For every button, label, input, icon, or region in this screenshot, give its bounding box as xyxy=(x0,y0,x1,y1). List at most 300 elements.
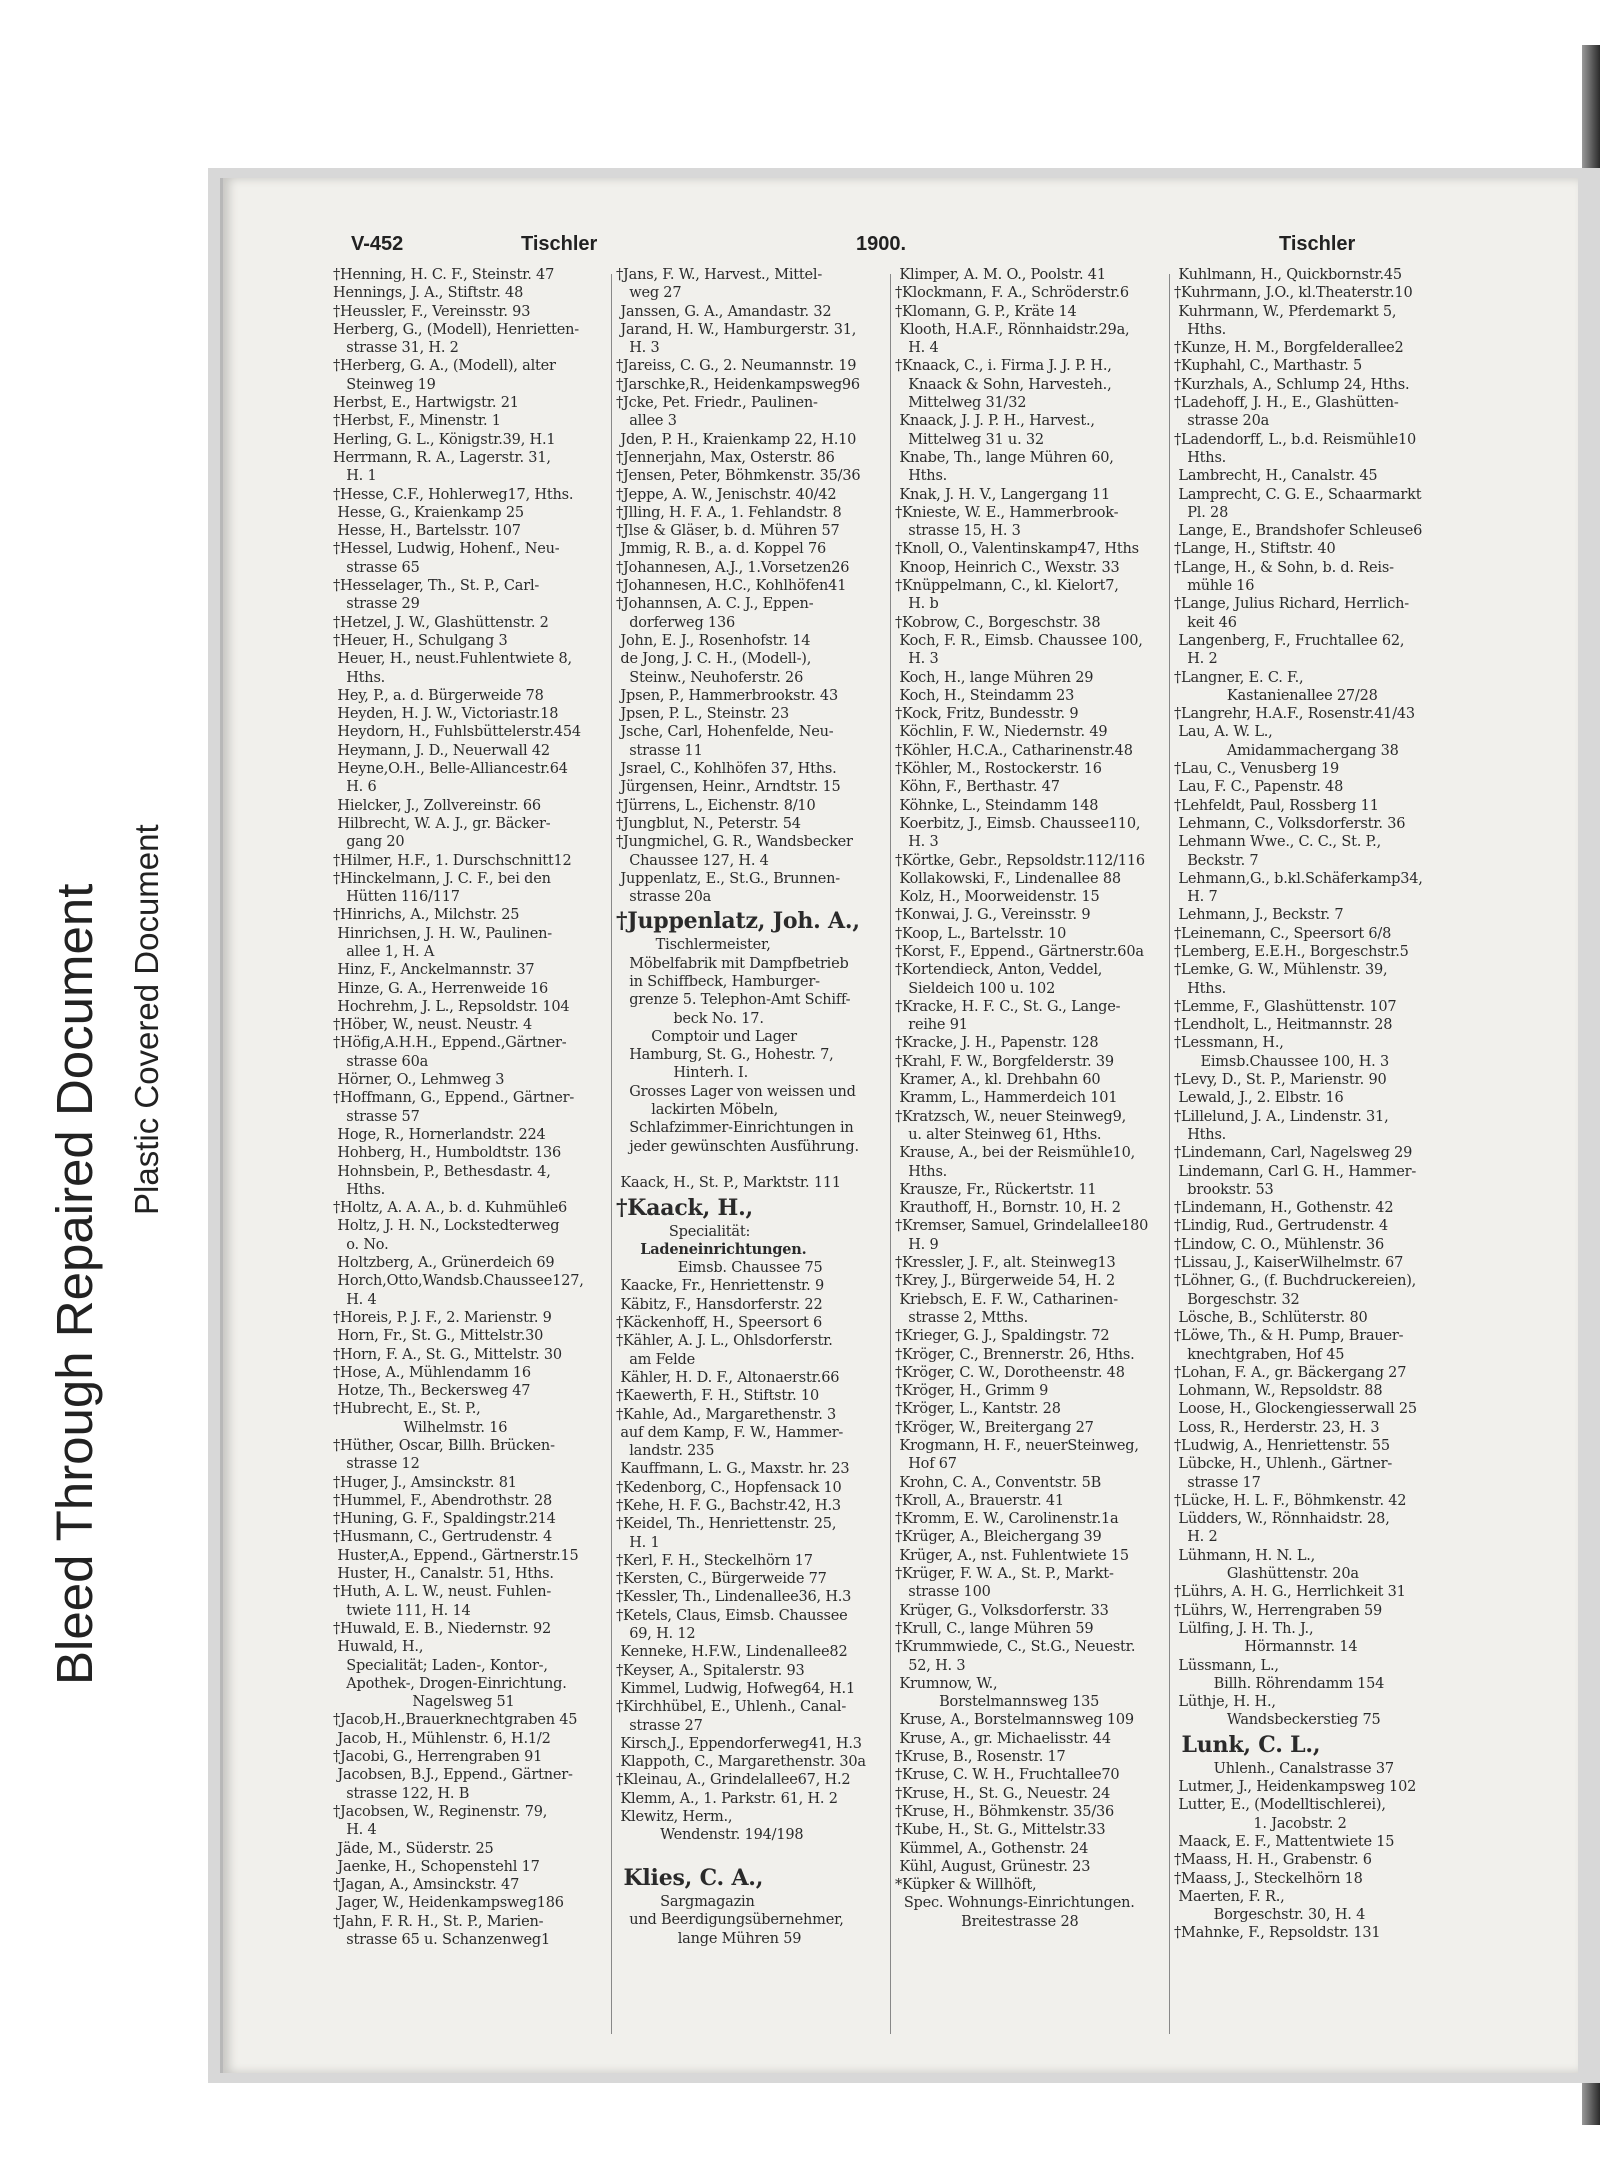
directory-entry: Nagelsweg 51 xyxy=(333,1694,515,1711)
directory-entry: Klimper, A. M. O., Poolstr. 41 xyxy=(895,267,1106,283)
directory-entry: †Hüther, Oscar, Billh. Brücken- xyxy=(333,1438,555,1454)
side-label-plastic-covered: Plastic Covered Document xyxy=(128,824,165,1215)
directory-entry: †Kaewerth, F. H., Stiftstr. 10 xyxy=(616,1388,819,1405)
directory-entry: strasse 17 xyxy=(1174,1474,1261,1491)
directory-entry: Steinweg 19 xyxy=(333,376,436,393)
directory-entry: jeder gewünschten Ausführung. xyxy=(616,1138,859,1155)
directory-entry: †Jürrens, L., Eichenstr. 8/10 xyxy=(616,797,816,814)
directory-entry: †Jlse & Gläser, b. d. Mühren 57 xyxy=(616,523,840,540)
directory-entry: †Kedenborg, C., Hopfensack 10 xyxy=(616,1479,842,1496)
directory-entry: †Kromm, E. W., Carolinenstr.1a xyxy=(895,1511,1119,1528)
directory-entry: Koch, H., Steindamm 23 xyxy=(895,687,1075,704)
directory-entry: H. 7 xyxy=(1174,889,1218,906)
directory-entry: †Hoffmann, G., Eppend., Gärtner- xyxy=(333,1090,575,1107)
directory-entry: †Husmann, C., Gertrudenstr. 4 xyxy=(333,1529,553,1546)
directory-entry xyxy=(616,1156,896,1174)
directory-entry: †Lindig, Rud., Gertrudenstr. 4 xyxy=(1174,1218,1389,1235)
directory-entry: †Lillelund, J. A., Lindenstr. 31, xyxy=(1174,1108,1389,1125)
directory-entry: Eimsb. Chaussee 75 xyxy=(616,1260,823,1277)
directory-entry: dorferweg 136 xyxy=(616,614,736,631)
directory-entry: grenze 5. Telephon-Amt Schiff- xyxy=(616,992,851,1009)
directory-entry: Koch, H., lange Mühren 29 xyxy=(895,669,1094,686)
directory-entry: Lunk, C. L., xyxy=(1174,1731,1321,1758)
directory-entry: keit 46 xyxy=(1174,614,1237,631)
directory-entry: Sieldeich 100 u. 102 xyxy=(895,980,1056,997)
directory-entry: †Klockmann, F. A., Schröderstr.6 xyxy=(895,285,1129,302)
directory-entry: †Maass, H. H., Grabenstr. 6 xyxy=(1174,1852,1372,1869)
directory-entry: Lau, A. W. L., xyxy=(1174,724,1273,741)
directory-entry: †Hilmer, H.F., 1. Durschschnitt12 xyxy=(333,852,572,869)
directory-entry: Eimsb.Chaussee 100, H. 3 xyxy=(1174,1053,1390,1070)
directory-entry: †Käckenhoff, H., Speersort 6 xyxy=(616,1315,823,1332)
directory-entry: †Krahl, F. W., Borgfelderstr. 39 xyxy=(895,1053,1114,1070)
directory-entry: H. 2 xyxy=(1174,651,1218,668)
directory-entry: Hotze, Th., Beckersweg 47 xyxy=(333,1383,531,1400)
directory-entry: Wandsbeckerstieg 75 xyxy=(1174,1712,1381,1729)
directory-entry: Hörner, O., Lehmweg 3 xyxy=(333,1072,505,1089)
directory-entry: Kuhrmann, W., Pferdemarkt 5, xyxy=(1174,303,1397,320)
directory-entry: Lehmann Wwe., C. C., St. P., xyxy=(1174,834,1381,851)
directory-entry: †Lindemann, H., Gothenstr. 42 xyxy=(1174,1200,1394,1217)
directory-entry: †Kruse, B., Rosenstr. 17 xyxy=(895,1749,1066,1766)
directory-entry: Hths. xyxy=(895,1163,948,1180)
directory-entry: †Hose, A., Mühlendamm 16 xyxy=(333,1364,531,1381)
directory-entry: †Herberg, G. A., (Modell), alter xyxy=(333,358,556,375)
directory-entry: H. 4 xyxy=(333,1291,377,1308)
directory-entry: †Hubrecht, E., St. P., xyxy=(333,1401,481,1418)
directory-entry: Hamburg, St. G., Hohestr. 7, xyxy=(616,1047,834,1064)
directory-entry: †Huning, G. F., Spaldingstr.214 xyxy=(333,1511,556,1528)
directory-entry: †Lessmann, H., xyxy=(1174,1035,1284,1052)
directory-entry: und Beerdigungsübernehmer, xyxy=(616,1912,844,1929)
directory-entry: Jacobsen, B.J., Eppend., Gärtner- xyxy=(333,1767,573,1784)
directory-entry: †Kuhrmann, J.O., kl.Theaterstr.10 xyxy=(1174,285,1413,302)
directory-entry: Hths. xyxy=(895,468,948,485)
directory-entry: landstr. 235 xyxy=(616,1443,715,1460)
directory-entry: allee 1, H. A xyxy=(333,943,435,960)
directory-entry: †Maass, J., Steckelhörn 18 xyxy=(1174,1870,1363,1887)
directory-entry: †Levy, D., St. P., Marienstr. 90 xyxy=(1174,1072,1387,1089)
directory-entry: Kolz, H., Moorweidenstr. 15 xyxy=(895,889,1100,906)
directory-entry: Kaack, H., St. P., Marktstr. 111 xyxy=(616,1175,841,1192)
directory-entry: Pl. 28 xyxy=(1174,504,1229,521)
page-header xyxy=(351,233,1548,265)
directory-entry: Jpsen, P., Hammerbrookstr. 43 xyxy=(616,687,838,704)
directory-entry: †Kruse, H., St. G., Neuestr. 24 xyxy=(895,1785,1111,1802)
directory-entry: Loose, H., Glockengiesserwall 25 xyxy=(1174,1401,1417,1418)
directory-entry: †Löwe, Th., & H. Pump, Brauer- xyxy=(1174,1328,1404,1345)
directory-entry: Lutter, E., (Modelltischlerei), xyxy=(1174,1797,1386,1814)
directory-entry: Klemm, A., 1. Parkstr. 61, H. 2 xyxy=(616,1790,838,1807)
directory-page xyxy=(220,178,1578,2073)
directory-entry: †Lange, H., Stiftstr. 40 xyxy=(1174,541,1336,558)
directory-entry: Ladeneinrichtungen. xyxy=(616,1240,807,1258)
directory-entry: †Henning, H. C. F., Steinstr. 47 xyxy=(333,267,555,283)
directory-entry: Billh. Röhrendamm 154 xyxy=(1174,1675,1385,1692)
directory-entry: †Kroll, A., Brauerstr. 41 xyxy=(895,1492,1064,1509)
directory-entry: Breitestrasse 28 xyxy=(895,1913,1079,1930)
directory-entry: Hochrehm, J. L., Repsoldstr. 104 xyxy=(333,998,570,1015)
directory-entry: Lambrecht, H., Canalstr. 45 xyxy=(1174,468,1378,485)
directory-entry: †Korst, F., Eppend., Gärtnerstr.60a xyxy=(895,943,1144,960)
directory-entry: †Juppenlatz, Joh. A., xyxy=(616,908,860,935)
directory-entry: †Krull, C., lange Mühren 59 xyxy=(895,1620,1094,1637)
directory-entry: strasse 12 xyxy=(333,1456,420,1473)
directory-entry: †Lemberg, E.E.H., Borgeschstr.5 xyxy=(1174,943,1409,960)
directory-entry: Kaacke, Fr., Henriettenstr. 9 xyxy=(616,1278,825,1295)
directory-entry: Köchlin, F. W., Niedernstr. 49 xyxy=(895,724,1108,741)
directory-entry: Krogmann, H. F., neuerSteinweg, xyxy=(895,1438,1139,1454)
directory-entry: H. 2 xyxy=(1174,1529,1218,1546)
directory-entry: †Kunze, H. M., Borgfelderallee2 xyxy=(1174,340,1404,357)
directory-entry: Lehmann, J., Beckstr. 7 xyxy=(1174,907,1344,924)
directory-entry: Lülfing, J. H. Th. J., xyxy=(1174,1620,1314,1637)
directory-entry: †Langrehr, H.A.F., Rosenstr.41/43 xyxy=(1174,706,1415,723)
directory-entry: Heuer, H., neust.Fuhlentwiete 8, xyxy=(333,651,572,668)
directory-entry: Chaussee 127, H. 4 xyxy=(616,852,769,869)
directory-entry: Kühl, August, Grünestr. 23 xyxy=(895,1858,1091,1875)
directory-entry: †Herbst, F., Minenstr. 1 xyxy=(333,413,501,430)
directory-entry: †Krüger, F. W. A., St. P., Markt- xyxy=(895,1566,1114,1583)
directory-entry: Knak, J. H. V., Langergang 11 xyxy=(895,486,1110,503)
directory-entry: †Hessel, Ludwig, Hohenf., Neu- xyxy=(333,541,560,558)
directory-column-2 xyxy=(616,266,896,2046)
directory-entry: Kruse, A., gr. Michaelisstr. 44 xyxy=(895,1730,1111,1747)
directory-entry: strasse 20a xyxy=(616,889,712,906)
directory-entry: †Kruse, H., Böhmkenstr. 35/36 xyxy=(895,1803,1115,1820)
directory-entry: †Lange, Julius Richard, Herrlich- xyxy=(1174,596,1409,613)
directory-entry: †Kaack, H., xyxy=(616,1194,753,1221)
directory-entry: Jmmig, R. B., a. d. Koppel 76 xyxy=(616,541,827,558)
directory-entry: †Jungblut, N., Peterstr. 54 xyxy=(616,815,801,832)
directory-entry: †Jungmichel, G. R., Wandsbecker xyxy=(616,834,853,851)
directory-entry: Langenberg, F., Fruchtallee 62, xyxy=(1174,632,1405,649)
directory-entry: Wilhelmstr. 16 xyxy=(333,1419,508,1436)
directory-entry: Lüthje, H. H., xyxy=(1174,1694,1276,1711)
directory-entry: †Krey, J., Bürgerweide 54, H. 2 xyxy=(895,1273,1115,1290)
directory-entry: Hinrichsen, J. H. W., Paulinen- xyxy=(333,925,552,942)
directory-entry: Kriebsch, E. F. W., Catharinen- xyxy=(895,1291,1118,1308)
directory-entry: †Jensen, Peter, Böhmkenstr. 35/36 xyxy=(616,468,861,485)
directory-entry: Hof 67 xyxy=(895,1456,957,1473)
directory-entry: Lüdders, W., Rönnhaidstr. 28, xyxy=(1174,1511,1390,1528)
directory-entry: Heyden, H. J. W., Victoriastr.18 xyxy=(333,706,559,723)
directory-entry: †Lührs, W., Herrengraben 59 xyxy=(1174,1602,1383,1619)
directory-entry: strasse 31, H. 2 xyxy=(333,340,459,357)
directory-entry: H. 4 xyxy=(895,340,939,357)
directory-entry: Hths. xyxy=(1174,449,1227,466)
directory-entry: strasse 20a xyxy=(1174,413,1270,430)
directory-entry: H. 3 xyxy=(895,834,939,851)
directory-entry: John, E. J., Rosenhofstr. 14 xyxy=(616,632,811,649)
directory-entry: Steinw., Neuhoferstr. 26 xyxy=(616,669,804,686)
directory-entry: †Konwai, J. G., Vereinsstr. 9 xyxy=(895,907,1091,924)
directory-entry: twiete 111, H. 14 xyxy=(333,1602,471,1619)
directory-entry: †Kröger, L., Kantstr. 28 xyxy=(895,1401,1061,1418)
directory-entry: Heyne,O.H., Belle-Alliancestr.64 xyxy=(333,761,568,778)
directory-entry: †Lissau, J., KaiserWilhelmstr. 67 xyxy=(1174,1255,1404,1272)
directory-entry: *Küpker & Willhöft, xyxy=(895,1877,1037,1894)
directory-entry: Hesse, G., Kraienkamp 25 xyxy=(333,504,524,521)
directory-entry: †Kersten, C., Bürgerweide 77 xyxy=(616,1571,827,1588)
directory-entry: Herrmann, R. A., Lagerstr. 31, xyxy=(333,449,551,466)
directory-entry: H. 1 xyxy=(333,468,377,485)
directory-entry: †Kleinau, A., Grindelallee67, H.2 xyxy=(616,1772,851,1789)
directory-entry: Jäde, M., Süderstr. 25 xyxy=(333,1840,494,1857)
directory-entry: brookstr. 53 xyxy=(1174,1181,1274,1198)
directory-entry: †Horeis, P. J. F., 2. Marienstr. 9 xyxy=(333,1309,552,1326)
directory-entry: gang 20 xyxy=(333,834,405,851)
directory-entry: †Jlling, H. F. A., 1. Fehlandstr. 8 xyxy=(616,504,842,521)
directory-entry: Kollakowski, F., Lindenallee 88 xyxy=(895,870,1121,887)
directory-entry: Hths. xyxy=(1174,980,1227,997)
directory-entry: Beckstr. 7 xyxy=(1174,852,1259,869)
directory-entry: †Köhler, M., Rostockerstr. 16 xyxy=(895,761,1102,778)
directory-column-1 xyxy=(333,266,613,2046)
directory-entry: Käbitz, F., Hansdorferstr. 22 xyxy=(616,1296,823,1313)
directory-entry: †Lohan, F. A., gr. Bäckergang 27 xyxy=(1174,1364,1407,1381)
directory-entry: Holtz, J. H. N., Lockstedterweg xyxy=(333,1218,560,1235)
directory-entry: Herbst, E., Hartwigstr. 21 xyxy=(333,395,519,412)
directory-entry: Huwald, H., xyxy=(333,1639,424,1656)
directory-entry: †Jeppe, A. W., Jenischstr. 40/42 xyxy=(616,486,837,503)
directory-entry: allee 3 xyxy=(616,413,677,430)
directory-entry: †Mahnke, F., Repsoldstr. 131 xyxy=(1174,1925,1381,1942)
directory-entry: Klappoth, C., Margarethenstr. 30a xyxy=(616,1754,866,1771)
directory-entry: Hütten 116/117 xyxy=(333,889,460,906)
directory-entry: Maack, E. F., Mattentwiete 15 xyxy=(1174,1833,1395,1850)
directory-entry: Loss, R., Herderstr. 23, H. 3 xyxy=(1174,1419,1380,1436)
header-year: 1900. xyxy=(856,233,907,255)
directory-entry: Hey, P., a. d. Bürgerweide 78 xyxy=(333,687,544,704)
page-number: V-452 xyxy=(351,233,404,255)
directory-entry: Krohn, C. A., Conventstr. 5B xyxy=(895,1474,1102,1491)
directory-entry: Lewald, J., 2. Elbstr. 16 xyxy=(1174,1090,1344,1107)
directory-entry: Sargmagazin xyxy=(616,1893,755,1910)
directory-entry: †Kröger, C., Brennerstr. 26, Hths. xyxy=(895,1346,1135,1363)
directory-entry: †Löhner, G., (f. Buchdruckereien), xyxy=(1174,1273,1417,1290)
directory-entry: Koch, F. R., Eimsb. Chaussee 100, xyxy=(895,632,1143,649)
directory-entry: Holtzberg, A., Grünerdeich 69 xyxy=(333,1255,555,1272)
directory-entry: Kramer, A., kl. Drehbahn 60 xyxy=(895,1072,1101,1089)
directory-entry: †Knüppelmann, C., kl. Kielort7, xyxy=(895,578,1119,595)
directory-entry: †Kratzsch, W., neuer Steinweg9, xyxy=(895,1108,1127,1125)
directory-entry: Grosses Lager von weissen und xyxy=(616,1083,856,1100)
directory-entry: †Heussler, F., Vereinsstr. 93 xyxy=(333,303,531,320)
directory-entry: strasse 122, H. B xyxy=(333,1785,470,1802)
directory-entry: u. alter Steinweg 61, Hths. xyxy=(895,1126,1102,1143)
directory-columns xyxy=(333,266,1448,2046)
directory-entry: †Hinckelmann, J. C. F., bei den xyxy=(333,870,551,887)
directory-entry: †Lendholt, L., Heitmannstr. 28 xyxy=(1174,1017,1393,1034)
directory-entry: H. 9 xyxy=(895,1236,939,1253)
directory-entry: †Jans, F. W., Harvest., Mittel- xyxy=(616,267,823,283)
directory-entry: Lindemann, Carl G. H., Hammer- xyxy=(1174,1163,1417,1180)
directory-entry: †Lührs, A. H. G., Herrlichkeit 31 xyxy=(1174,1584,1406,1601)
directory-entry: †Lücke, H. L. F., Böhmkenstr. 42 xyxy=(1174,1492,1407,1509)
directory-entry: †Huger, J., Amsinckstr. 81 xyxy=(333,1474,517,1491)
directory-entry: Köhnke, L., Steindamm 148 xyxy=(895,797,1099,814)
directory-entry: Krumnow, W., xyxy=(895,1675,998,1692)
directory-entry: †Kurzhals, A., Schlump 24, Hths. xyxy=(1174,376,1410,393)
directory-entry: Borstelmannsweg 135 xyxy=(895,1694,1100,1711)
directory-entry: strasse 60a xyxy=(333,1053,429,1070)
directory-entry: †Körtke, Gebr., Repsoldstr.112/116 xyxy=(895,852,1145,869)
directory-entry: Krüger, G., Volksdorferstr. 33 xyxy=(895,1602,1109,1619)
directory-entry: Specialität; Laden-, Kontor-, xyxy=(333,1657,548,1674)
directory-entry: Horn, Fr., St. G., Mittelstr.30 xyxy=(333,1328,544,1345)
directory-entry: Uhlenh., Canalstrasse 37 xyxy=(1174,1760,1394,1777)
directory-entry: Klies, C. A., xyxy=(616,1864,764,1891)
directory-entry: Krausze, Fr., Rückertstr. 11 xyxy=(895,1181,1097,1198)
directory-entry xyxy=(616,1845,896,1863)
directory-entry: weg 27 xyxy=(616,285,682,302)
directory-entry: Hths. xyxy=(333,1181,386,1198)
directory-entry: Jsrael, C., Kohlhöfen 37, Hths. xyxy=(616,761,837,778)
directory-entry: Kruse, A., Borstelmannsweg 109 xyxy=(895,1712,1134,1729)
directory-entry: strasse 15, H. 3 xyxy=(895,523,1021,540)
directory-entry: †Kahle, Ad., Margarethenstr. 3 xyxy=(616,1406,837,1423)
directory-entry: Jpsen, P. L., Steinstr. 23 xyxy=(616,706,789,723)
directory-entry: Knaack & Sohn, Harvesteh., xyxy=(895,376,1112,393)
directory-entry: Hths. xyxy=(1174,1126,1227,1143)
directory-entry: †Hinrichs, A., Milchstr. 25 xyxy=(333,907,520,924)
directory-entry: †Hetzel, J. W., Glashüttenstr. 2 xyxy=(333,614,549,631)
directory-entry: †Kracke, J. H., Papenstr. 128 xyxy=(895,1035,1099,1052)
directory-entry: †Hesselager, Th., St. P., Carl- xyxy=(333,578,540,595)
directory-entry: Maerten, F. R., xyxy=(1174,1888,1285,1905)
directory-entry: Hohberg, H., Humboldtstr. 136 xyxy=(333,1145,562,1162)
directory-entry: 1. Jacobstr. 2 xyxy=(1174,1815,1347,1832)
directory-entry: †Hummel, F., Abendrothstr. 28 xyxy=(333,1492,553,1509)
directory-entry: †Krummwiede, C., St.G., Neuestr. xyxy=(895,1639,1136,1656)
directory-entry: Köhn, F., Berthastr. 47 xyxy=(895,779,1060,796)
directory-entry: Borgeschstr. 32 xyxy=(1174,1291,1300,1308)
directory-entry: Knaack, J. J. P. H., Harvest., xyxy=(895,413,1095,430)
directory-entry: †Holtz, A. A. A., b. d. Kuhmühle6 xyxy=(333,1200,568,1217)
directory-entry: Krauthoff, H., Bornstr. 10, H. 2 xyxy=(895,1200,1121,1217)
directory-entry: Hesse, H., Bartelsstr. 107 xyxy=(333,523,521,540)
directory-entry: †Johannsen, A. C. J., Eppen- xyxy=(616,596,814,613)
directory-entry: †Lehfeldt, Paul, Rossberg 11 xyxy=(1174,797,1379,814)
directory-entry: Lübcke, H., Uhlenh., Gärtner- xyxy=(1174,1456,1393,1473)
directory-entry: †Kortendieck, Anton, Veddel, xyxy=(895,962,1103,979)
directory-entry: strasse 2, Mtths. xyxy=(895,1309,1029,1326)
directory-entry: †Huwald, E. B., Niedernstr. 92 xyxy=(333,1620,552,1637)
directory-column-3 xyxy=(895,266,1175,2046)
directory-entry: Kähler, H. D. F., Altonaerstr.66 xyxy=(616,1369,840,1386)
column-divider xyxy=(890,274,891,2034)
directory-entry: Borgeschstr. 30, H. 4 xyxy=(1174,1907,1366,1924)
directory-entry: †Höber, W., neust. Neustr. 4 xyxy=(333,1017,533,1034)
directory-entry: Krüger, A., nst. Fuhlentwiete 15 xyxy=(895,1547,1129,1564)
directory-entry: Lühmann, H. N. L., xyxy=(1174,1547,1316,1564)
directory-entry: Comptoir und Lager xyxy=(616,1028,797,1045)
directory-entry: Hths. xyxy=(1174,321,1227,338)
directory-entry: Kimmel, Ludwig, Hofweg64, H.1 xyxy=(616,1680,855,1697)
directory-entry: Mittelweg 31/32 xyxy=(895,395,1027,412)
directory-entry: Specialität: xyxy=(616,1223,751,1240)
directory-entry: Lange, E., Brandshofer Schleuse6 xyxy=(1174,523,1423,540)
directory-entry: Lösche, B., Schlüterstr. 80 xyxy=(1174,1309,1368,1326)
directory-entry: Huster,A., Eppend., Gärtnerstr.15 xyxy=(333,1547,579,1564)
directory-entry: de Jong, J. C. H., (Modell-), xyxy=(616,651,812,668)
directory-column-4 xyxy=(1174,266,1454,2046)
directory-entry: †Ladendorff, L., b.d. Reismühle10 xyxy=(1174,431,1417,448)
directory-entry: †Kobrow, C., Borgeschstr. 38 xyxy=(895,614,1101,631)
directory-entry: H. 4 xyxy=(333,1822,377,1839)
directory-entry: am Felde xyxy=(616,1351,695,1368)
directory-entry: †Jacobi, G., Herrengraben 91 xyxy=(333,1749,543,1766)
directory-entry: knechtgraben, Hof 45 xyxy=(1174,1346,1345,1363)
column-divider xyxy=(1169,274,1170,2034)
directory-entry: reihe 91 xyxy=(895,1017,968,1034)
directory-entry: †Jahn, F. R. H., St. P., Marien- xyxy=(333,1913,544,1930)
directory-entry: †Jcke, Pet. Friedr., Paulinen- xyxy=(616,395,818,412)
directory-entry: †Jarschke,R., Heidenkampsweg96 xyxy=(616,376,860,393)
directory-entry: Lau, F. C., Papenstr. 48 xyxy=(1174,779,1344,796)
directory-entry: strasse 100 xyxy=(895,1584,991,1601)
directory-entry: Herling, G. L., Königstr.39, H.1 xyxy=(333,431,556,448)
directory-entry: †Kähler, A. J. L., Ohlsdorferstr. xyxy=(616,1333,833,1350)
directory-entry: †Ludwig, A., Henriettenstr. 55 xyxy=(1174,1438,1390,1454)
directory-entry: †Johannesen, H.C., Kohlhöfen41 xyxy=(616,578,847,595)
directory-entry: †Kremser, Samuel, Grindelallee180 xyxy=(895,1218,1149,1235)
directory-entry: lange Mühren 59 xyxy=(616,1930,802,1947)
directory-entry: Kirsch,J., Eppendorferweg41, H.3 xyxy=(616,1735,862,1752)
directory-entry: Huster, H., Canalstr. 51, Hths. xyxy=(333,1566,554,1583)
directory-entry: Hennings, J. A., Stiftstr. 48 xyxy=(333,285,524,302)
directory-entry: Schlafzimmer-Einrichtungen in xyxy=(616,1120,854,1137)
directory-entry: Janssen, G. A., Amandastr. 32 xyxy=(616,303,832,320)
directory-entry: Jden, P. H., Kraienkamp 22, H.10 xyxy=(616,431,857,448)
directory-entry: strasse 57 xyxy=(333,1108,420,1125)
directory-entry: †Knoll, O., Valentinskamp47, Hths xyxy=(895,541,1139,558)
directory-entry: †Kuphahl, C., Marthastr. 5 xyxy=(1174,358,1363,375)
directory-entry: †Höfig,A.H.H., Eppend.,Gärtner- xyxy=(333,1035,567,1052)
directory-entry: †Krieger, G. J., Spaldingstr. 72 xyxy=(895,1328,1110,1345)
directory-entry: H. 6 xyxy=(333,779,377,796)
directory-entry: strasse 29 xyxy=(333,596,420,613)
directory-entry: Lohmann, W., Repsoldstr. 88 xyxy=(1174,1383,1383,1400)
directory-entry: †Krüger, A., Bleichergang 39 xyxy=(895,1529,1102,1546)
directory-entry: †Langner, E. C. F., xyxy=(1174,669,1304,686)
directory-entry: †Ladehoff, J. H., E., Glashütten- xyxy=(1174,395,1399,412)
directory-entry: †Horn, F. A., St. G., Mittelstr. 30 xyxy=(333,1346,562,1363)
directory-entry: H. 3 xyxy=(616,340,660,357)
directory-entry: †Lindow, C. O., Mühlenstr. 36 xyxy=(1174,1236,1384,1253)
directory-entry: †Kube, H., St. G., Mittelstr.33 xyxy=(895,1822,1106,1839)
directory-entry: †Kressler, J. F., alt. Steinweg13 xyxy=(895,1255,1116,1272)
directory-entry: Wendenstr. 194/198 xyxy=(616,1827,804,1844)
directory-entry: 69, H. 12 xyxy=(616,1626,696,1643)
directory-entry: Horch,Otto,Wandsb.Chaussee127, xyxy=(333,1273,584,1290)
directory-entry: Lutmer, J., Heidenkampsweg 102 xyxy=(1174,1779,1417,1796)
directory-entry: †Knieste, W. E., Hammerbrook- xyxy=(895,504,1119,521)
directory-entry: †Kerl, F. H., Steckelhörn 17 xyxy=(616,1552,813,1569)
directory-entry: beck No. 17. xyxy=(616,1010,764,1027)
directory-entry: Herberg, G., (Modell), Henrietten- xyxy=(333,321,579,338)
directory-entry: Knabe, Th., lange Mühren 60, xyxy=(895,449,1114,466)
directory-entry: Lehmann,G., b.kl.Schäferkamp34, xyxy=(1174,870,1423,887)
directory-entry: †Kröger, H., Grimm 9 xyxy=(895,1383,1049,1400)
directory-entry: strasse 27 xyxy=(616,1717,703,1734)
directory-entry: strasse 65 u. Schanzenweg1 xyxy=(333,1932,550,1949)
directory-entry: †Jacobsen, W., Reginenstr. 79, xyxy=(333,1803,548,1820)
directory-entry: Hilbrecht, W. A. J., gr. Bäcker- xyxy=(333,815,551,832)
directory-entry: Möbelfabrik mit Dampfbetrieb xyxy=(616,955,849,972)
directory-entry: †Kehe, H. F. G., Bachstr.42, H.3 xyxy=(616,1498,841,1514)
